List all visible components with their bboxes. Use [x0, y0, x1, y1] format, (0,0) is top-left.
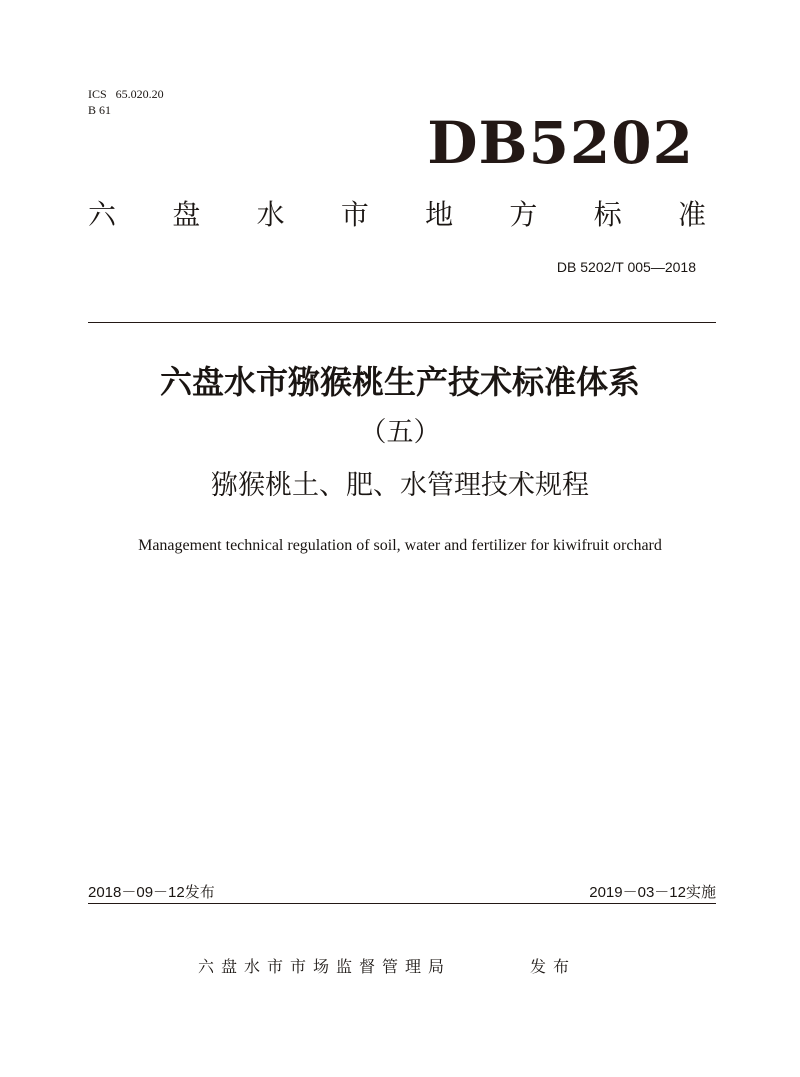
ccs-code: B 61 — [88, 103, 112, 117]
footer-divider — [88, 903, 716, 904]
document-subtitle: 猕猴桃土、肥、水管理技术规程 — [211, 470, 589, 501]
document-title: 六盘水市猕猴桃生产技术标准体系 — [159, 363, 640, 401]
standard-type — [88, 196, 706, 234]
ics-code: ICS 65.020.20 — [88, 87, 164, 101]
standard-number: DB 5202/T 005—2018 — [556, 259, 696, 275]
standard-type-char: 准 — [677, 198, 706, 231]
standard-type-char: 盘 — [172, 198, 201, 231]
issuing-authority: 六盘水市市场监督管理局 — [198, 957, 452, 976]
standard-type-char: 市 — [340, 198, 369, 231]
standard-type-char: 标 — [593, 198, 622, 231]
english-title: Management technical regulation of soil, water and fertilizer for kiwifruit orchard — [138, 537, 662, 554]
classification-codes — [88, 86, 164, 118]
standard-type-char: 六 — [88, 198, 117, 231]
issue-date: 2018－09－12发布 — [88, 884, 215, 901]
standard-type-char: 地 — [425, 198, 454, 231]
issue-label: 发布 — [530, 957, 577, 976]
standard-type-char: 水 — [256, 198, 285, 231]
document-part-number: （五） — [359, 417, 441, 448]
standard-type-char: 方 — [509, 198, 538, 231]
header-divider — [88, 322, 716, 323]
implementation-date: 2019－03－12实施 — [589, 884, 716, 901]
standard-code: DB5202 — [427, 109, 694, 177]
